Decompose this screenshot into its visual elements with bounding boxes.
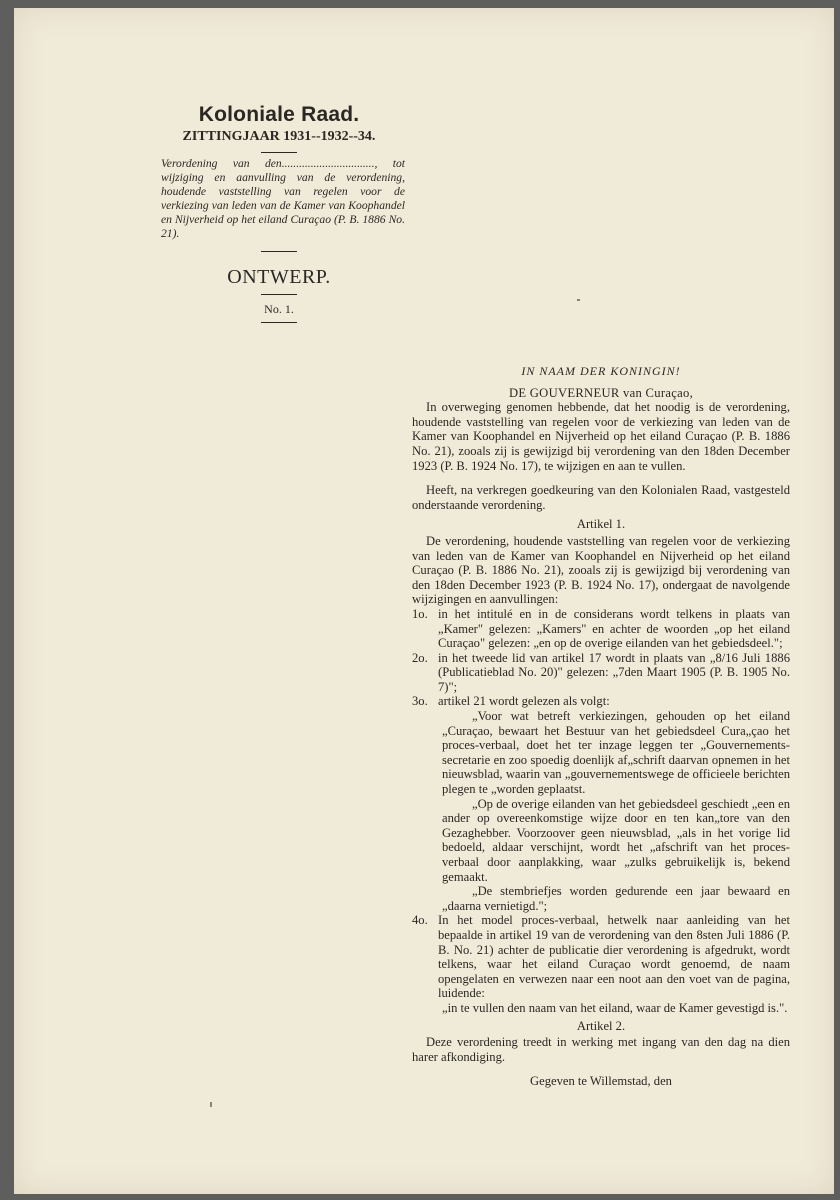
paper-speck: [210, 1102, 212, 1107]
item-text: artikel 21 wordt gelezen als volgt:: [438, 694, 610, 709]
article-1-title: Artikel 1.: [576, 517, 626, 532]
draft-number: No. 1.: [264, 302, 294, 316]
divider: [261, 322, 297, 323]
paper-speck: [577, 299, 580, 301]
session-year: ZITTINGJAAR 1931--1932--34.: [182, 129, 376, 144]
divider: [261, 152, 297, 153]
article-2-text: Deze verordening treedt in werking met ingang van den dag na dien harer afkondiging.: [412, 1035, 790, 1064]
header-block: [149, 103, 409, 323]
signature-line: Gegeven te Willemstad, den: [530, 1074, 672, 1089]
decree-heading: IN NAAM DER KONINGIN!: [521, 364, 681, 378]
enactment: Heeft, na verkregen goedkeuring van den Kolonialen Raad, vastgesteld onderstaande verordening.: [412, 483, 790, 512]
article-2-title: Artikel 2.: [576, 1018, 626, 1033]
document-page: [14, 8, 834, 1194]
draft-label: ONTWERP.: [227, 266, 331, 288]
item-number: 4o.: [412, 913, 428, 928]
item-number: 2o.: [412, 650, 428, 665]
item-number: 1o.: [412, 606, 428, 621]
quoted-paragraph: „Voor wat betreft verkiezingen, gehouden op het eiland „Curaçao, bewaart het Bestuur van het gebiedsdeel Cura„çao het proces-verbaal, doet het ter inzage leggen ter „Gouvernements-secretarie en zoo spoedig doenlijk af„schrift daarvan opnemen in het nieuwsblad, waarin van „gouvernementswege de officieele berichten plegen te „worden geplaatst.: [442, 709, 790, 797]
quoted-paragraph: „De stembriefjes worden gedurende een jaar bewaard en „daarna vernietigd.";: [442, 884, 790, 913]
governor-line: DE GOUVERNEUR van Curaçao,: [508, 385, 694, 400]
council-title: Koloniale Raad.: [198, 103, 360, 126]
list-item: [412, 651, 790, 695]
quoted-paragraph: „Op de overige eilanden van het gebiedsdeel geschiedt „een en ander op overeenkomstige wijze door en ten kan„tore van den Gezaghebber. Voorzoover geen nieuwsblad, „als in het vorige lid bedoeld, aldaar verschijnt, wordt het „afschrift van het proces-verbaal door aanplakking, waar „zulks gebruikelijk is, bekend gemaakt.: [442, 796, 790, 884]
divider: [261, 294, 297, 295]
preamble: In overweging genomen hebbende, dat het noodig is de verordening, houdende vaststelling van regelen voor de verkiezing van leden van de Kamer van Koophandel en Nijverheid op het eiland Curaçao (P. B. 1886 No. 21), zooals zij is gewijzigd bij verordening van den 18den December 1923 (P. B. 1924 No. 17), te wijzigen en aan te vullen.: [412, 400, 790, 473]
item-text: in het tweede lid van artikel 17 wordt in plaats van „8/16 Juli 1886 (Publicatieblad No. 20)" gelezen: „7den Maart 1905 (P. B. 1905 No. 7)";: [438, 650, 790, 694]
item-text: In het model proces-verbaal, hetwelk naar aanleiding van het bepaalde in artikel 19 van de verordening van den 8sten Juli 1886 (P. B. No. 21) achter de publicatie dier verordening is afgedrukt, wordt telkens, waar het eiland Curaçao wordt genoemd, de naam opengelaten en verwezen naar een noot aan den voet van de pagina, luidende:: [438, 913, 790, 1001]
list-item: [412, 913, 790, 1001]
list-item: [412, 694, 790, 709]
ordinance-description: Verordening van den................................, tot wijziging en aanvulling van de verordening, houdende vaststelling van regelen voor de verkiezing van leden van de Kamer van Koophandel en Nijverheid op het eiland Curaçao (P. B. 1886 No. 21).: [161, 157, 405, 240]
list-item: [412, 607, 790, 651]
item-text: in het intitulé en in de considerans wordt telkens in plaats van „Kamer" gelezen: „Kamers" en achter de woorden „op het eiland Curaçao" gelezen: „en op de overige eilanden van het gebiedsdeel.";: [438, 606, 790, 651]
item-quote: „in te vullen den naam van het eiland, waar de Kamer gevestigd is.".: [442, 1000, 788, 1015]
divider: [261, 251, 297, 252]
item-number: 3o.: [412, 694, 428, 709]
article-1-intro: De verordening, houdende vaststelling van regelen voor de verkiezing van leden van de Kamer van Koophandel en Nijverheid op het eiland Curaçao (P. B. 1886 No. 21), zooals zij is gewijzigd bij verordening van den 18den December 1923 (P. B. 1924 No. 17), ondergaat de navolgende wijzigingen en aanvullingen:: [412, 533, 790, 607]
decree-text: [412, 364, 790, 1089]
